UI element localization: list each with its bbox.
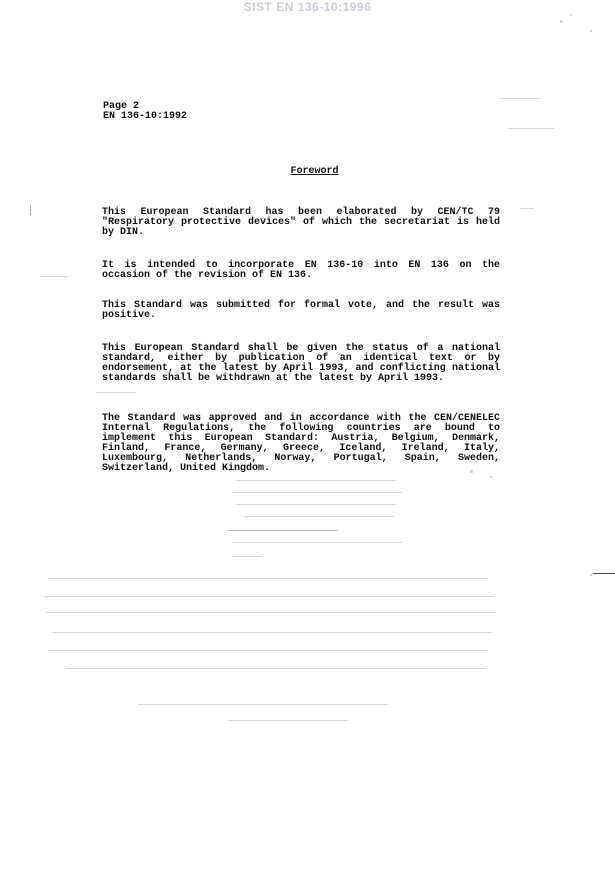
page-number: Page 2 xyxy=(103,101,140,112)
document-watermark: SIST EN 136-10:1996 xyxy=(243,0,372,14)
paragraph-approval: The Standard was approved and in accordance with the CEN/CENELEC Internal Regulations, the following countries are bound to implement this European Standard: Austria, Belgium, Denmark, Finland, France, Germany, Greece, Iceland, Ireland, Italy, Luxembourg, Netherlands, Norway, Portugal, Spain, Sweden, Switzerland, United Kingdom. xyxy=(102,413,500,474)
page-header xyxy=(103,102,187,122)
paragraph-status: This European Standard shall be given the status of a national standard, either by publication of an identical text or by endorsement, at the latest by April 1993, and conflicting national standards shall be withdrawn at the latest by April 1993. xyxy=(102,343,500,384)
paragraph-elaboration: This European Standard has been elaborated by CEN/TC 79 "Respiratory protective devices" of which the secretariat is held by DIN. xyxy=(102,207,500,238)
margin-rule xyxy=(593,573,615,574)
paragraph-incorporation: It is intended to incorporate EN 136-10 into EN 136 on the occasion of the revision of EN 136. xyxy=(102,260,500,281)
paragraph-vote: This Standard was submitted for formal vote, and the result was positive. xyxy=(102,300,500,321)
section-title: Foreword xyxy=(290,166,339,177)
standard-reference: EN 136-10:1992 xyxy=(103,111,188,122)
